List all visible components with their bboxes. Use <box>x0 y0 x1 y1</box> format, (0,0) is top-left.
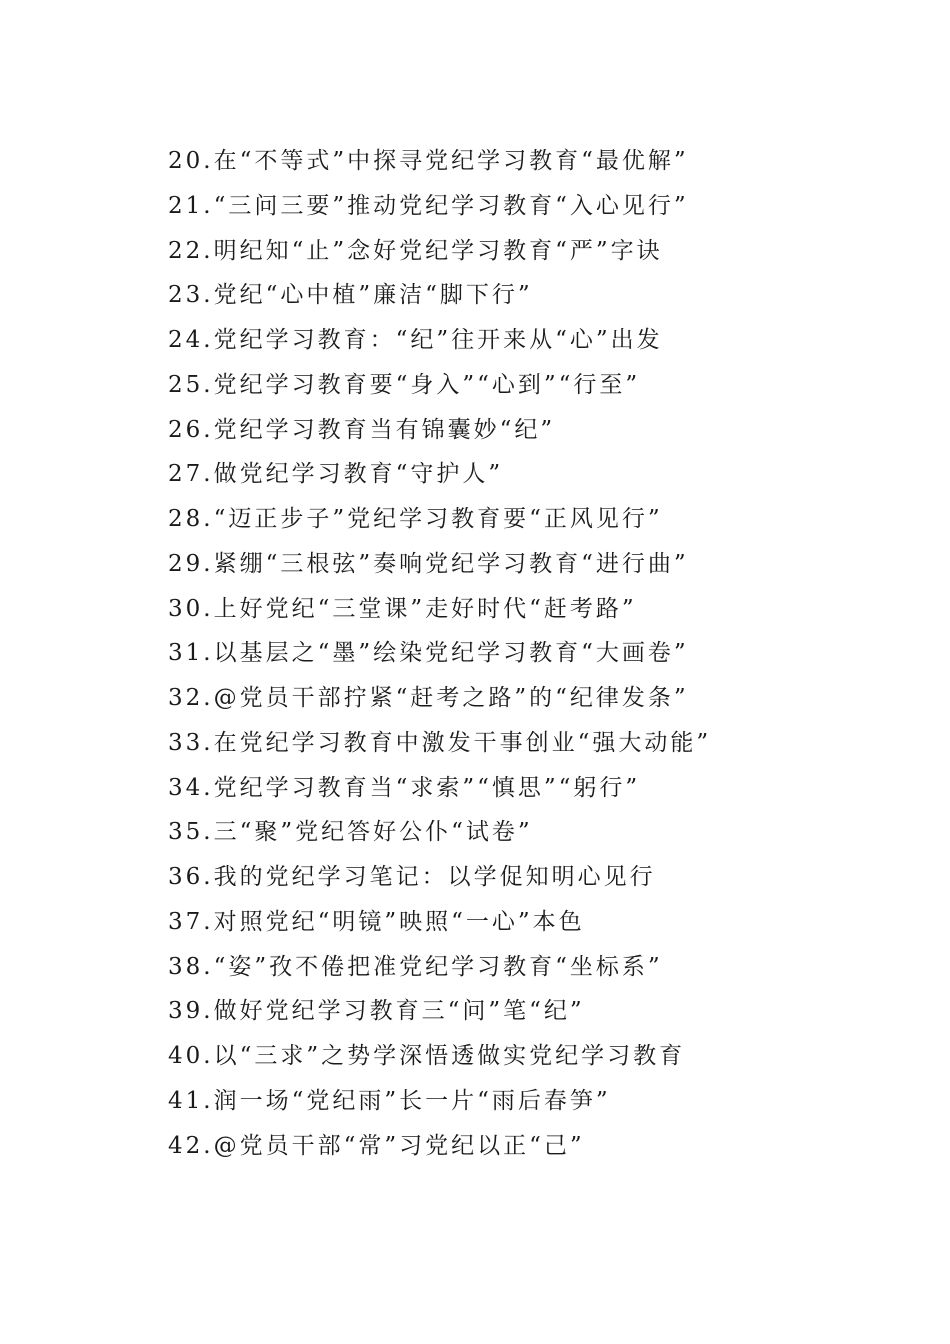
list-item: 24.党纪学习教育：“纪”往开来从“心”出发 <box>168 327 663 353</box>
list-item: 33.在党纪学习教育中激发干事创业“强大动能” <box>168 729 712 756</box>
list-item: 39.做好党纪学习教育三“问”笔“纪” <box>168 998 585 1025</box>
list-item: 41.润一场“党纪雨”长一片“雨后春笋” <box>168 1087 611 1114</box>
list-item: 25.党纪学习教育要“身入”“心到”“行至” <box>168 371 641 398</box>
list-item: 35.三“聚”党纪答好公仆“试卷” <box>168 819 533 846</box>
list-item: 30.上好党纪“三堂课”走好时代“赶考路” <box>168 595 637 622</box>
list-item: 20.在“不等式”中探寻党纪学习教育“最优解” <box>168 148 689 174</box>
list-item: 34.党纪学习教育当“求索”“慎思”“躬行” <box>168 774 641 801</box>
list-item: 31.以基层之“墨”绘染党纪学习教育“大画卷” <box>168 640 689 667</box>
list-item: 23.党纪“心中植”廉洁“脚下行” <box>168 282 533 309</box>
list-item: 26.党纪学习教育当有锦囊妙“纪” <box>168 416 556 443</box>
list-item: 42.@党员干部“常”习党纪以正“己” <box>168 1132 585 1159</box>
list-item: 37.对照党纪“明镜”映照“一心”本色 <box>168 908 585 935</box>
list-item: 40.以“三求”之势学深悟透做实党纪学习教育 <box>168 1043 686 1069</box>
list-item: 22.明纪知“止”念好党纪学习教育“严”字诀 <box>168 237 663 264</box>
title-list <box>168 139 888 1168</box>
list-item: 28.“迈正步子”党纪学习教育要“正风见行” <box>168 506 663 532</box>
list-item: 27.做党纪学习教育“守护人” <box>168 461 504 488</box>
list-item: 21.“三问三要”推动党纪学习教育“入心见行” <box>168 192 689 219</box>
list-item: 29.紧绷“三根弦”奏响党纪学习教育“进行曲” <box>168 550 689 577</box>
list-item: 32.@党员干部拧紧“赶考之路”的“纪律发条” <box>168 685 689 711</box>
list-item: 38.“姿”孜不倦把准党纪学习教育“坐标系” <box>168 953 663 980</box>
list-item: 36.我的党纪学习笔记：以学促知明心见行 <box>168 864 656 890</box>
